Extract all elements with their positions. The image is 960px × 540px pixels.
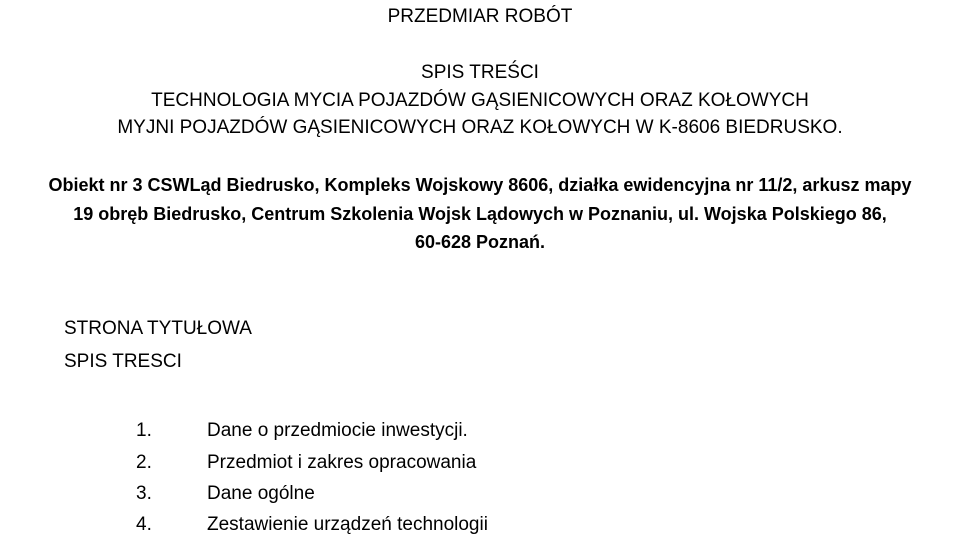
toc-item bbox=[0, 481, 960, 507]
toc-item bbox=[0, 450, 960, 476]
subject-line-2: MYJNI POJAZDÓW GĄSIENICOWYCH ORAZ KOŁOWYCH W K-8606 BIEDRUSKO. bbox=[117, 117, 843, 138]
toc-title-page: STRONA TYTUŁOWA bbox=[64, 318, 252, 339]
location-line-2: 19 obręb Biedrusko, Centrum Szkolenia Wojsk Lądowych w Poznaniu, ul. Wojska Polskiego 86, bbox=[73, 204, 887, 224]
toc-item-number: 3. bbox=[136, 483, 152, 504]
location-line-1: Obiekt nr 3 CSWLąd Biedrusko, Kompleks Wojskowy 8606, działka ewidencyjna nr 11/2, arkusz mapy bbox=[48, 175, 912, 195]
toc-item-label: Dane ogólne bbox=[207, 483, 315, 504]
location-line-3: 60-628 Poznań. bbox=[414, 232, 546, 252]
toc-item bbox=[0, 512, 960, 538]
toc-item-number: 2. bbox=[136, 452, 152, 473]
subject-line-1: TECHNOLOGIA MYCIA POJAZDÓW GĄSIENICOWYCH ORAZ KOŁOWYCH bbox=[151, 90, 809, 111]
toc-item-number: 1. bbox=[136, 420, 152, 441]
toc-item bbox=[0, 418, 960, 444]
contents-heading: SPIS TREŚCI bbox=[421, 62, 539, 83]
toc-item-label: Dane o przedmiocie inwestycji. bbox=[207, 420, 468, 441]
toc-contents: SPIS TRESCI bbox=[64, 351, 182, 372]
toc-item-label: Przedmiot i zakres opracowania bbox=[207, 452, 477, 473]
toc-item-label: Zestawienie urządzeń technologii bbox=[207, 514, 488, 535]
toc-item-number: 4. bbox=[136, 514, 152, 535]
document-heading: PRZEDMIAR ROBÓT bbox=[387, 6, 573, 27]
